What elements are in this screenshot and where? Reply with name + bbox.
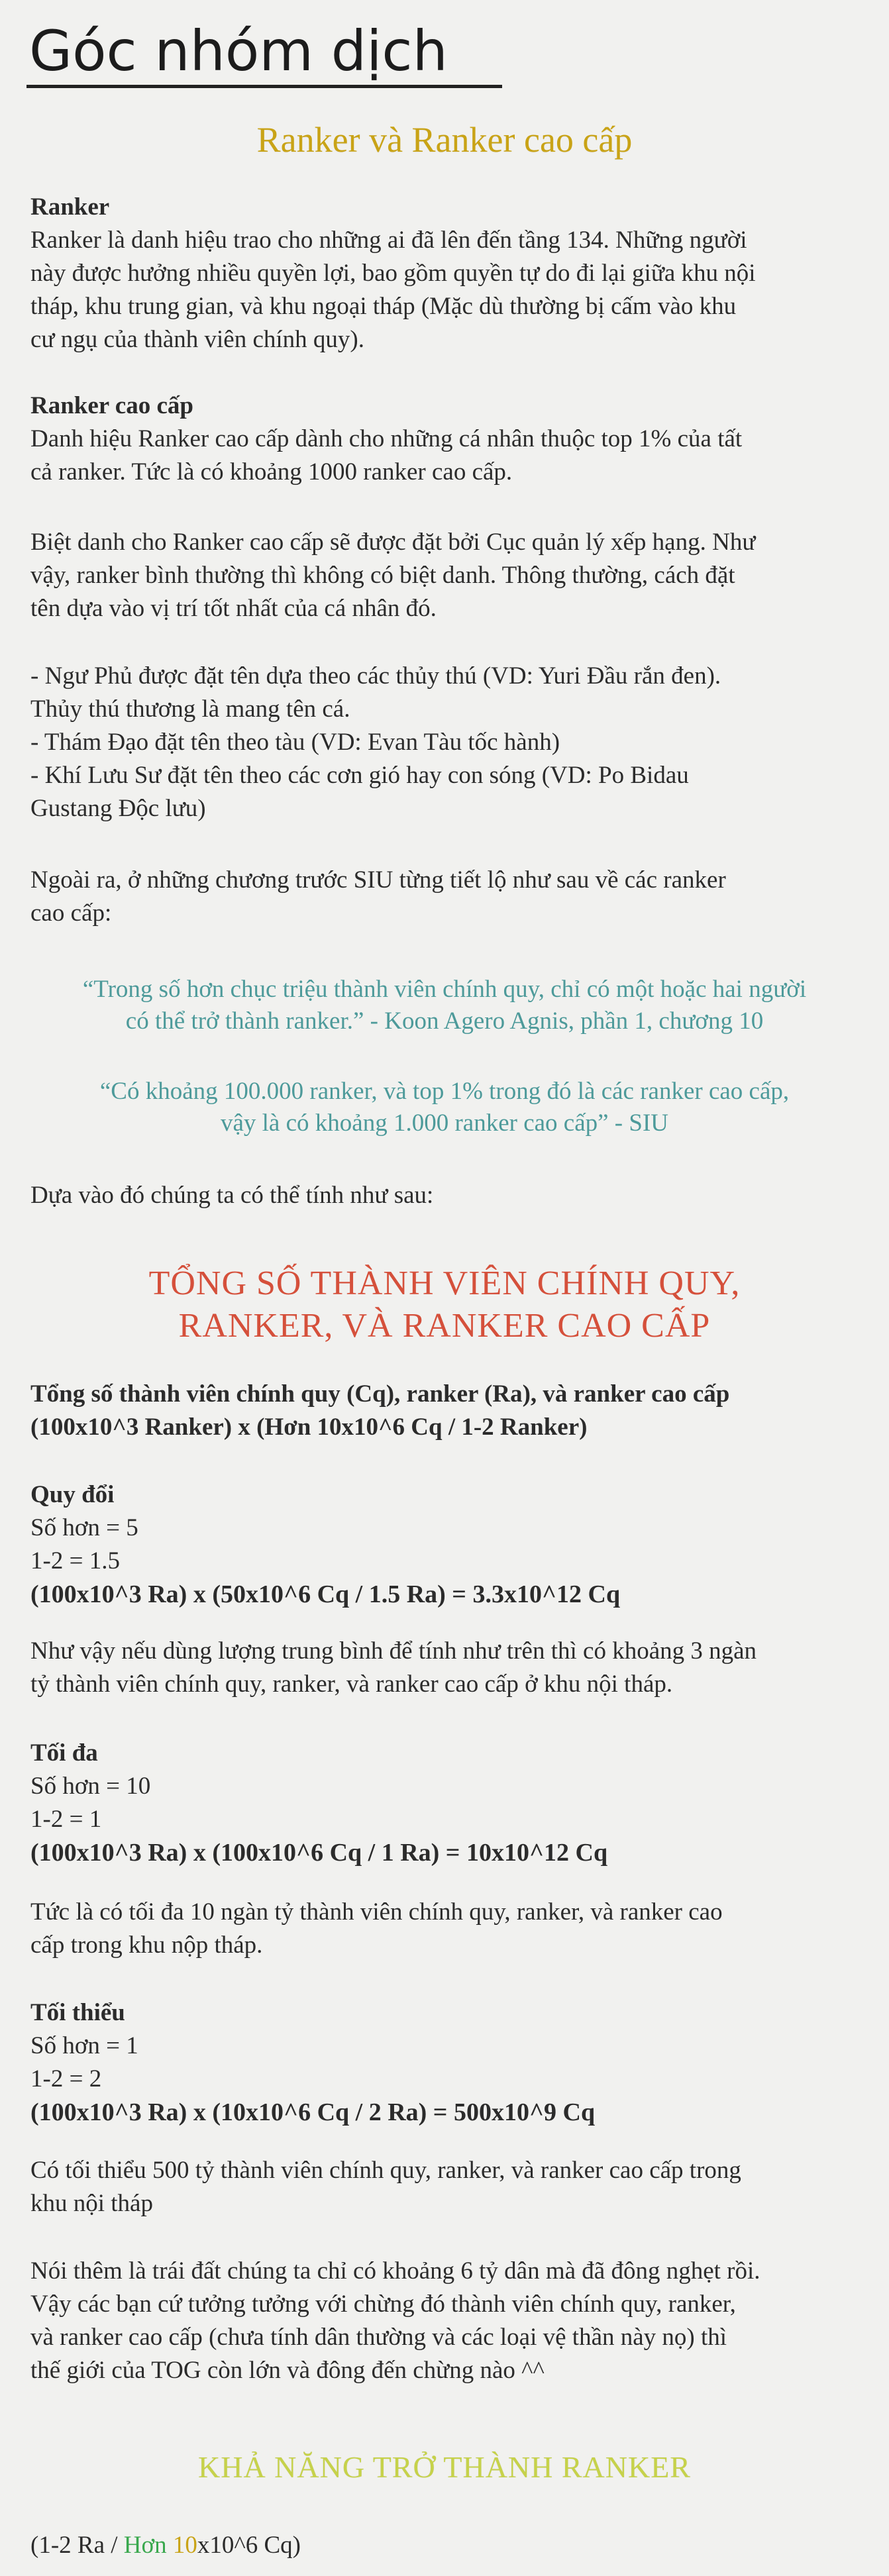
total-formula: (100x10^3 Ranker) x (Hơn 10x10^6 Cq / 1-2 Ranker) — [30, 1414, 588, 1441]
quote-koon — [0, 974, 889, 1037]
text-line: và ranker cao cấp (chưa tính dân thường và các loại vệ thần này nọ) thì — [30, 2324, 727, 2351]
quy-doi-note — [30, 1635, 862, 1701]
toi-da-formula: (100x10^3 Ra) x (100x10^6 Cq / 1 Ra) = 10x10^12 Cq — [30, 1839, 608, 1867]
nickname-paragraph — [30, 526, 862, 625]
section-title-ranker: Ranker và Ranker cao cấp — [256, 120, 633, 160]
text-line: cư ngụ của thành viên chính quy). — [30, 326, 364, 353]
ranker-section — [30, 191, 862, 356]
quote-line: vậy là có khoảng 1.000 ranker cao cấp” - SIU — [220, 1109, 668, 1137]
text-line: tỷ thành viên chính quy, ranker, và ranker cao cấp ở khu nội tháp. — [30, 1671, 673, 1698]
toi-da-note — [30, 1896, 862, 1962]
text-line: Có tối thiểu 500 tỷ thành viên chính quy, ranker, và ranker cao cấp trong — [30, 2157, 741, 2184]
toi-da-heading: Tối đa — [30, 1739, 98, 1767]
list-item: - Ngư Phủ được đặt tên dựa theo các thủy thú (VD: Yuri Đầu rắn đen). — [30, 662, 721, 690]
section-title-probability: KHẢ NĂNG TRỞ THÀNH RANKER — [198, 2450, 691, 2484]
toi-thieu-note — [30, 2154, 862, 2220]
text-line: Số hơn = 10 — [30, 1773, 151, 1800]
text-line: cao cấp: — [30, 900, 112, 927]
calc-intro — [30, 1179, 862, 1212]
text-line: khu nội tháp — [30, 2190, 153, 2217]
final-formula — [30, 2529, 862, 2562]
toi-thieu-heading: Tối thiểu — [30, 1999, 125, 2026]
text-line: tháp, khu trung gian, và khu ngoại tháp (Mặc dù thường bị cấm vào khu — [30, 293, 737, 320]
formula-part: x10^6 Cq) — [197, 2532, 301, 2559]
text-line: tên dựa vào vị trí tốt nhất của cá nhân đó. — [30, 595, 437, 622]
total-heading: Tổng số thành viên chính quy (Cq), ranker (Ra), và ranker cao cấp — [30, 1380, 730, 1408]
total-section — [30, 1378, 862, 1444]
toi-thieu-section — [30, 1996, 862, 2129]
text-line: cả ranker. Tức là có khoảng 1000 ranker cao cấp. — [30, 458, 513, 486]
quy-doi-heading: Quy đổi — [30, 1481, 115, 1508]
list-item: Thủy thú thương là mang tên cá. — [30, 696, 350, 723]
page-title: Góc nhóm dịch — [29, 19, 448, 83]
quote-line: “Trong số hơn chục triệu thành viên chính quy, chỉ có một hoặc hai người — [82, 976, 807, 1003]
text-line: Danh hiệu Ranker cao cấp dành cho những cá nhân thuộc top 1% của tất — [30, 425, 743, 452]
formula-part: 10 — [172, 2532, 197, 2559]
title-line: TỔNG SỐ THÀNH VIÊN CHÍNH QUY, — [148, 1264, 741, 1302]
text-line: Ranker là danh hiệu trao cho những ai đã lên đến tầng 134. Những người — [30, 227, 747, 254]
text-line: Vậy các bạn cứ tưởng tưởng với chừng đó thành viên chính quy, ranker, — [30, 2291, 736, 2318]
ranker-cao-cap-section — [30, 389, 862, 489]
ranker-heading: Ranker — [30, 193, 110, 221]
toi-thieu-formula: (100x10^3 Ra) x (10x10^6 Cq / 2 Ra) = 500x10^9 Cq — [30, 2098, 596, 2126]
text-line: 1-2 = 1.5 — [30, 1547, 120, 1574]
list-item: Gustang Độc lưu) — [30, 795, 206, 822]
formula-part: Hơn — [123, 2532, 173, 2559]
text-line: Số hơn = 1 — [30, 2032, 138, 2059]
quote-line: “Có khoảng 100.000 ranker, và top 1% trong đó là các ranker cao cấp, — [99, 1078, 790, 1105]
title-underline — [26, 85, 502, 88]
section-title-total — [0, 1262, 889, 1347]
title-line: RANKER, VÀ RANKER CAO CẤP — [178, 1307, 711, 1345]
quy-doi-section — [30, 1478, 862, 1611]
quy-doi-formula: (100x10^3 Ra) x (50x10^6 Cq / 1.5 Ra) = 3.3x10^12 Cq — [30, 1580, 621, 1608]
list-item: - Khí Lưu Sư đặt tên theo các cơn gió hay con sóng (VD: Po Bidau — [30, 762, 689, 789]
quote-line: có thể trở thành ranker.” - Koon Agero Agnis, phần 1, chương 10 — [125, 1007, 764, 1035]
quote-siu — [0, 1076, 889, 1139]
text-line: Số hơn = 5 — [30, 1514, 138, 1541]
text-line: thế giới của TOG còn lớn và đông đến chừng nào ^^ — [30, 2357, 545, 2384]
toi-da-section — [30, 1737, 862, 1869]
text-line: Nói thêm là trái đất chúng ta chỉ có khoảng 6 tỷ dân mà đã đông nghẹt rồi. — [30, 2257, 760, 2285]
text-line: Như vậy nếu dùng lượng trung bình để tính như trên thì có khoảng 3 ngàn — [30, 1637, 757, 1665]
nickname-examples — [30, 660, 862, 825]
text-line: cấp trong khu nộp tháp. — [30, 1932, 263, 1959]
text-line: 1-2 = 1 — [30, 1806, 102, 1833]
text-line: Tức là có tối đa 10 ngàn tỷ thành viên chính quy, ranker, và ranker cao — [30, 1898, 723, 1926]
siu-intro — [30, 864, 862, 930]
formula-part: (1-2 Ra / — [30, 2532, 124, 2559]
text-line: Biệt danh cho Ranker cao cấp sẽ được đặt bởi Cục quản lý xếp hạng. Như — [30, 529, 756, 556]
text-line: này được hưởng nhiều quyền lợi, bao gồm quyền tự do đi lại giữa khu nội — [30, 260, 756, 287]
ranker-cao-cap-heading: Ranker cao cấp — [30, 392, 193, 419]
text-line: 1-2 = 2 — [30, 2065, 102, 2092]
text-line: vậy, ranker bình thường thì không có biệt danh. Thông thường, cách đặt — [30, 562, 735, 589]
closing-paragraph — [30, 2255, 862, 2387]
text-line: Ngoài ra, ở những chương trước SIU từng tiết lộ như sau về các ranker — [30, 866, 726, 894]
text-line: Dựa vào đó chúng ta có thể tính như sau: — [30, 1182, 434, 1209]
list-item: - Thám Đạo đặt tên theo tàu (VD: Evan Tàu tốc hành) — [30, 729, 560, 756]
